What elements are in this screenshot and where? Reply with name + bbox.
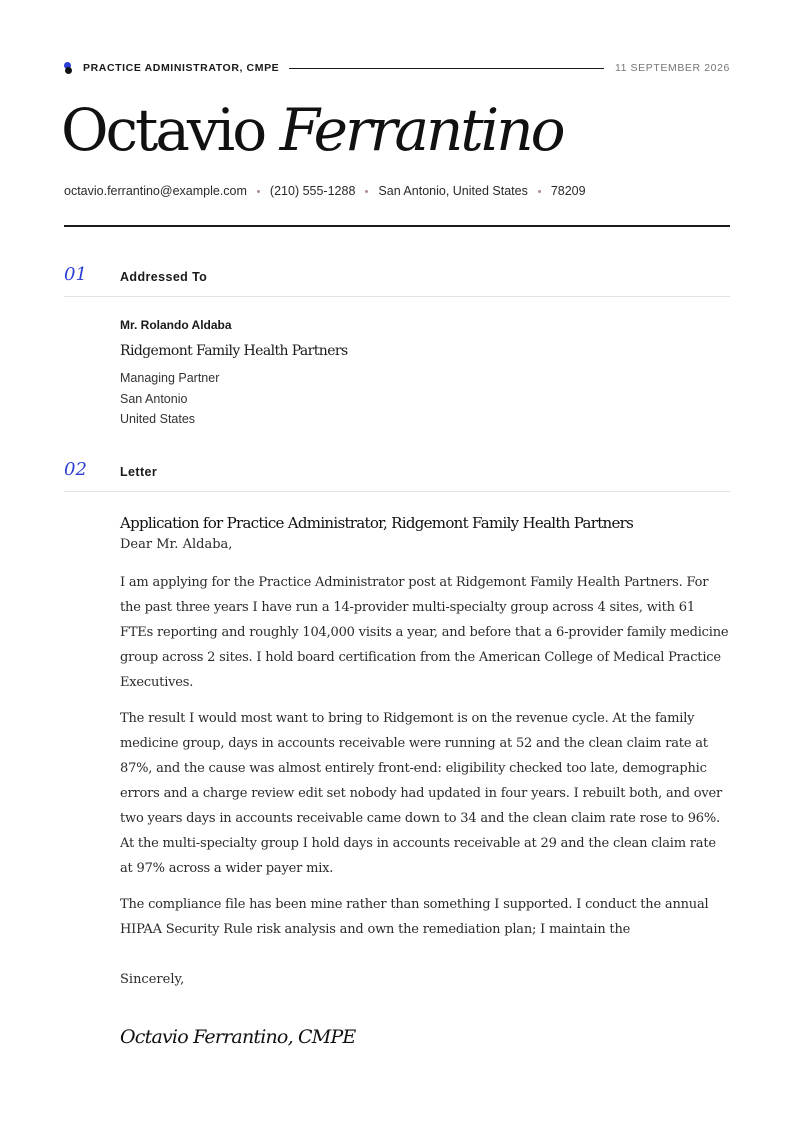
letter-closing: Sincerely, [120,972,185,987]
separator-dot [365,190,368,193]
last-name: Ferrantino [279,96,563,164]
first-name: Octavio [61,96,265,164]
letter-greeting: Dear Mr. Aldaba, [120,537,233,552]
contact-zip: 78209 [550,184,586,198]
contact-email[interactable]: octavio.ferrantino@example.com [64,184,247,198]
contact-row [64,184,586,198]
letter-date: 11 SEPTEMBER 2026 [614,62,730,74]
section-rule-letter [64,491,730,492]
separator-dot [538,190,541,193]
letter-subject: Application for Practice Administrator, Ridgemont Family Health Partners [120,514,634,532]
letter-paragraph: The result I would most want to bring to Ridgemont is on the revenue cycle. At the family medicine group, days in accounts receivable were running at 52 and the clean claim rate at 87%, and the cause was almost entirely front-end: eligibility checked too late, demographic errors and a charge review edit set nobody had updated in four years. I rebuilt both, and over two years days in accounts receivable came down to 34 and the clean claim rate rose to 96%. At the multi-specialty group I hold days in accounts receivable at 29 and the clean claim rate at 97% across a wider payer mix. [120,711,723,876]
section-title-addressed: Addressed To [120,270,208,284]
header-meta-row [64,61,730,75]
contact-phone[interactable]: (210) 555-1288 [269,184,356,198]
header-rule [64,225,730,227]
separator-dot [257,190,260,193]
recipient-block [120,316,720,430]
section-rule-addressed [64,296,730,297]
letter-paragraph: I am applying for the Practice Administrator post at Ridgemont Family Health Partners. For the past three years I have run a 14-provider multi-specialty group across 4 sites, with 61 FTEs reporting and roughly 104,000 visits a year, and before that a 6-provider family medicine group across 2 sites. I hold board certification from the American College of Medical Practice Executives. [120,575,729,690]
applicant-name [61,94,563,166]
recipient-country: United States [120,412,196,426]
role-title: PRACTICE ADMINISTRATOR, CMPE [83,62,280,74]
section-title-letter: Letter [120,465,158,479]
section-number-letter: 02 [64,459,87,480]
signature: Octavio Ferrantino, CMPE [120,1026,356,1048]
header-divider [289,68,604,69]
recipient-company: Ridgemont Family Health Partners [120,343,348,359]
section-number-addressed: 01 [64,264,87,285]
recipient-city: San Antonio [120,391,188,406]
recipient-name: Mr. Rolando Aldaba [120,318,232,332]
brand-dots-icon [64,62,73,74]
letter-body [120,512,730,953]
letter-paragraph: The compliance file has been mine rather than something I supported. I conduct the annual HIPAA Security Rule risk analysis and own the remediation plan; I maintain the [120,897,709,937]
recipient-title: Managing Partner [120,371,220,385]
contact-location: San Antonio, United States [378,184,528,198]
